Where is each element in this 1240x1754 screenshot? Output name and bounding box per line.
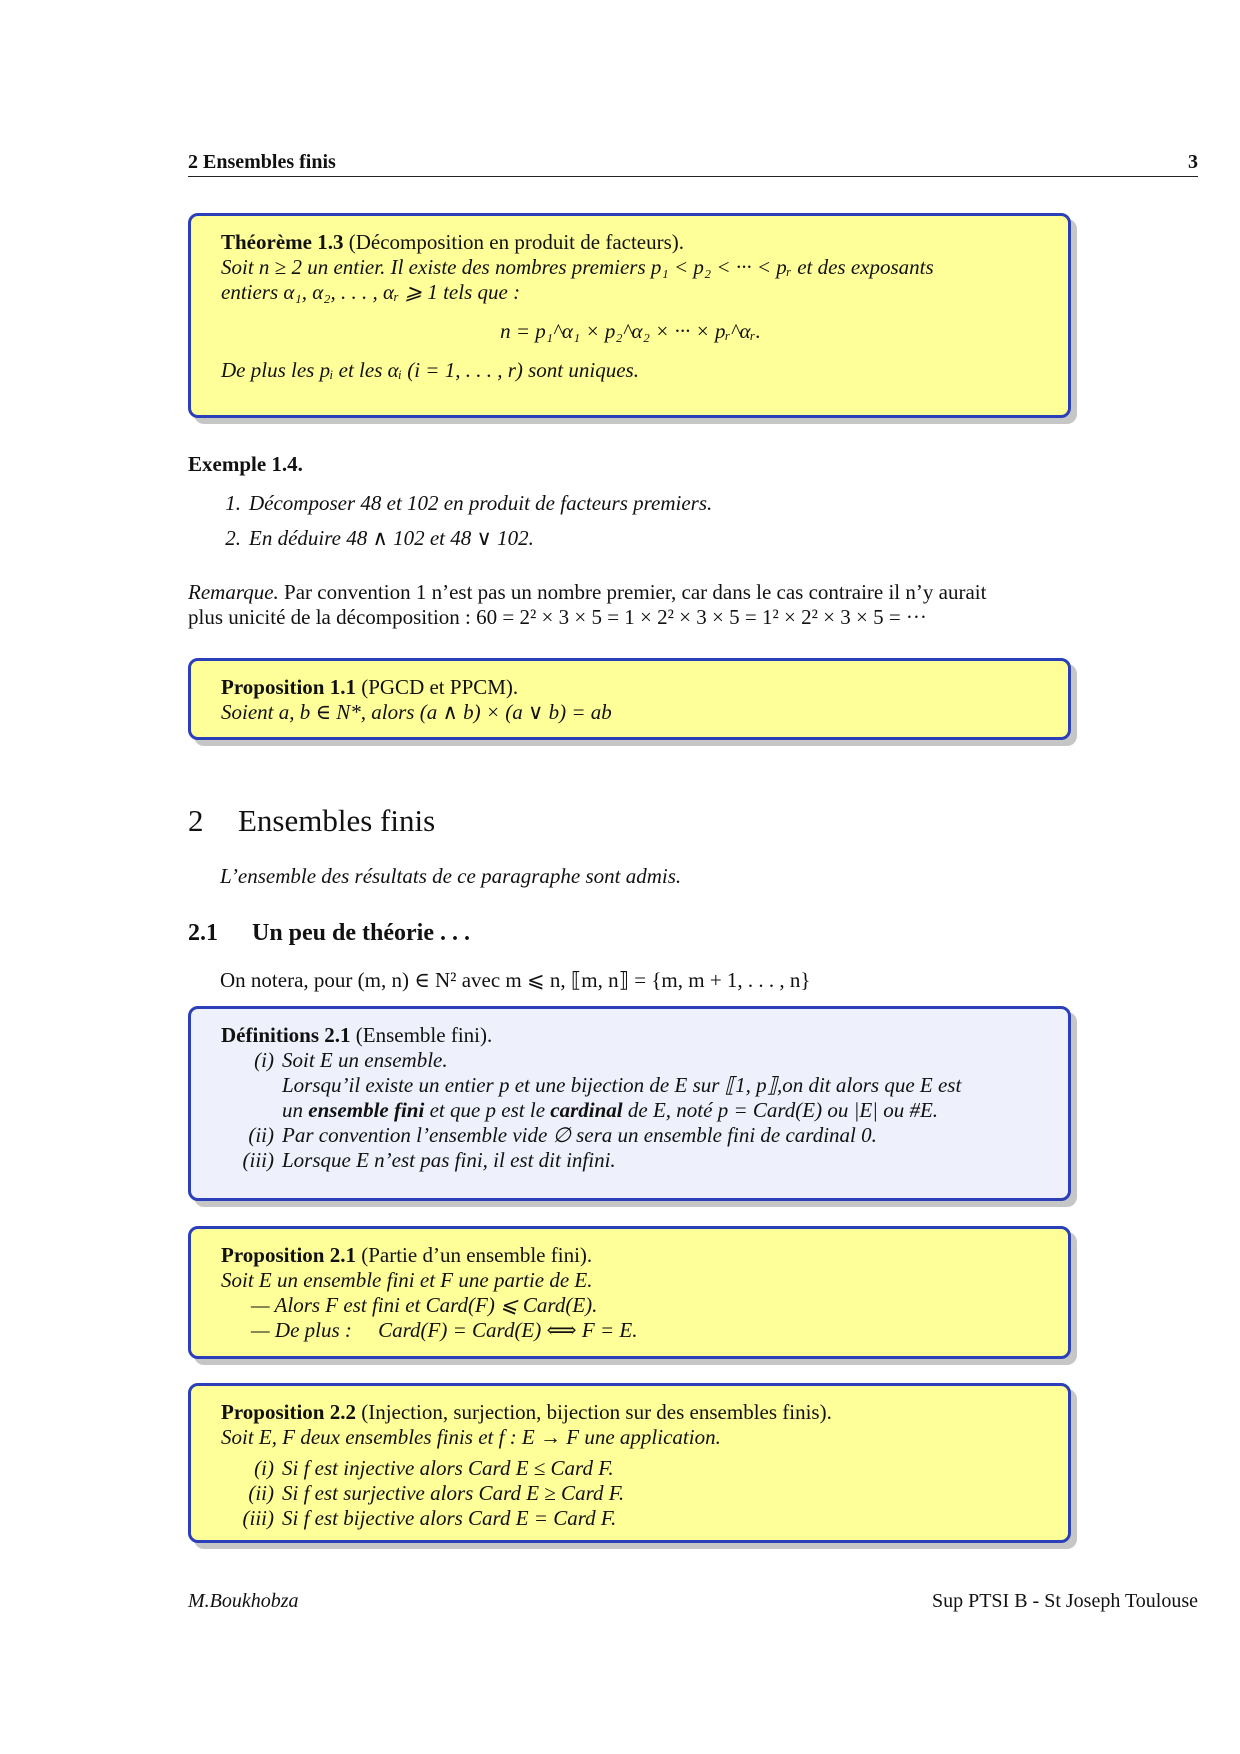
section-title: Ensembles finis xyxy=(238,803,436,838)
definition-i-line-3: un ensemble fini et que p est le cardinal de E, noté p = Card(E) ou |E| ou #E. xyxy=(282,1098,939,1122)
remark-block xyxy=(188,580,1198,630)
definition-title: (Ensemble fini). xyxy=(355,1023,493,1047)
definition-i-line-1: Soit E un ensemble. xyxy=(282,1048,448,1072)
list-item xyxy=(188,526,1198,551)
list-item xyxy=(221,1506,1040,1531)
list-item-text: Si f est bijective alors Card E = Card F. xyxy=(282,1506,617,1530)
term-ensemble-fini: ensemble fini xyxy=(308,1098,425,1122)
example-block xyxy=(188,452,1198,551)
subsection-title: Un peu de théorie . . . xyxy=(252,920,470,946)
theorem-label: Théorème 1.3 xyxy=(221,230,344,254)
proposition-box xyxy=(188,1383,1071,1543)
footer-class: Sup PTSI B - St Joseph Toulouse xyxy=(931,1590,1198,1612)
list-item-text: Par convention l’ensemble vide ∅ sera un ensemble fini de cardinal 0. xyxy=(282,1123,877,1147)
list-item xyxy=(221,1048,1040,1123)
list-item xyxy=(221,1148,1040,1173)
list-item-number: (i) xyxy=(254,1048,274,1072)
subsection-heading xyxy=(188,920,470,947)
proposition-box xyxy=(188,658,1071,740)
list-item-text: Décomposer 48 et 102 en produit de facteurs premiers. xyxy=(249,491,713,515)
subsection-number: 2.1 xyxy=(188,920,218,946)
list-item-text: En déduire 48 ∧ 102 et 48 ∨ 102. xyxy=(249,526,534,550)
definition-label: Définitions 2.1 xyxy=(221,1023,351,1047)
list-item-number: (ii) xyxy=(248,1481,274,1505)
proposition-label: Proposition 2.2 xyxy=(221,1400,356,1424)
list-item xyxy=(221,1481,1040,1506)
running-header xyxy=(188,150,1198,177)
list-item-number: (i) xyxy=(254,1456,274,1480)
remark-label: Remarque. xyxy=(188,580,279,604)
section-heading xyxy=(188,803,435,839)
header-section-title: 2 Ensembles finis xyxy=(188,151,336,173)
theorem-line-3: De plus les pᵢ et les αᵢ (i = 1, . . . , r) sont uniques. xyxy=(221,358,639,382)
list-item-number: 2. xyxy=(225,526,241,550)
list-item-number: (iii) xyxy=(242,1148,274,1172)
proposition-dash-item: — Alors F est fini et Card(F) ⩽ Card(E). xyxy=(251,1293,598,1317)
theorem-box xyxy=(188,213,1071,418)
list-item xyxy=(188,491,1198,516)
remark-line-2: plus unicité de la décomposition : 60 = 2² × 3 × 5 = 1 × 2² × 3 × 5 = 1² × 2² × 3 × 5 = ··· xyxy=(188,605,927,629)
list-item-text: Si f est injective alors Card E ≤ Card F. xyxy=(282,1456,614,1480)
proposition-box xyxy=(188,1226,1071,1359)
proposition-title: (Injection, surjection, bijection sur des ensembles finis). xyxy=(361,1400,832,1424)
theorem-line-1: Soit n ≥ 2 un entier. Il existe des nombres premiers p₁ < p₂ < ··· < pᵣ et des exposants xyxy=(221,255,934,279)
header-page-number: 3 xyxy=(1188,151,1198,173)
footer-author: M.Boukhobza xyxy=(188,1590,299,1612)
section-intro: L’ensemble des résultats de ce paragraphe sont admis. xyxy=(220,864,682,888)
list-item-number: 1. xyxy=(225,491,241,515)
proposition-dash-item: — De plus : Card(F) = Card(E) ⟺ F = E. xyxy=(251,1318,638,1342)
list-item-text: Lorsque E n’est pas fini, il est dit infini. xyxy=(282,1148,616,1172)
list-item xyxy=(221,1456,1040,1481)
term-cardinal: cardinal xyxy=(550,1098,623,1122)
proposition-line: Soient a, b ∈ N*, alors (a ∧ b) × (a ∨ b) = ab xyxy=(221,700,612,724)
proposition-line: Soit E un ensemble fini et F une partie de E. xyxy=(221,1268,593,1292)
list-item-number: (iii) xyxy=(242,1506,274,1530)
list-item-number: (ii) xyxy=(248,1123,274,1147)
proposition-label: Proposition 1.1 xyxy=(221,675,356,699)
theorem-title: (Décomposition en produit de facteurs). xyxy=(348,230,685,254)
theorem-formula: n = p₁^α₁ × p₂^α₂ × ··· × pᵣ^αᵣ. xyxy=(500,319,761,343)
list-item xyxy=(221,1123,1040,1148)
list-item-text: Si f est surjective alors Card E ≥ Card F. xyxy=(282,1481,625,1505)
proposition-title: (PGCD et PPCM). xyxy=(361,675,519,699)
definition-i-line-2: Lorsqu’il existe un entier p et une bijection de E sur ⟦1, p⟧,on dit alors que E est xyxy=(282,1073,962,1097)
proposition-title: (Partie d’un ensemble fini). xyxy=(361,1243,593,1267)
proposition-line: Soit E, F deux ensembles finis et f : E → F une application. xyxy=(221,1425,721,1449)
definition-box xyxy=(188,1006,1071,1201)
notation-line: On notera, pour (m, n) ∈ N² avec m ⩽ n, ⟦m, n⟧ = {m, m + 1, . . . , n} xyxy=(220,968,811,992)
theorem-line-2: entiers α₁, α₂, . . . , αᵣ ⩾ 1 tels que : xyxy=(221,280,521,304)
remark-line-1: Par convention 1 n’est pas un nombre premier, car dans le cas contraire il n’y aurait xyxy=(284,580,987,604)
section-number: 2 xyxy=(188,803,204,838)
proposition-label: Proposition 2.1 xyxy=(221,1243,356,1267)
example-label: Exemple 1.4. xyxy=(188,452,303,476)
